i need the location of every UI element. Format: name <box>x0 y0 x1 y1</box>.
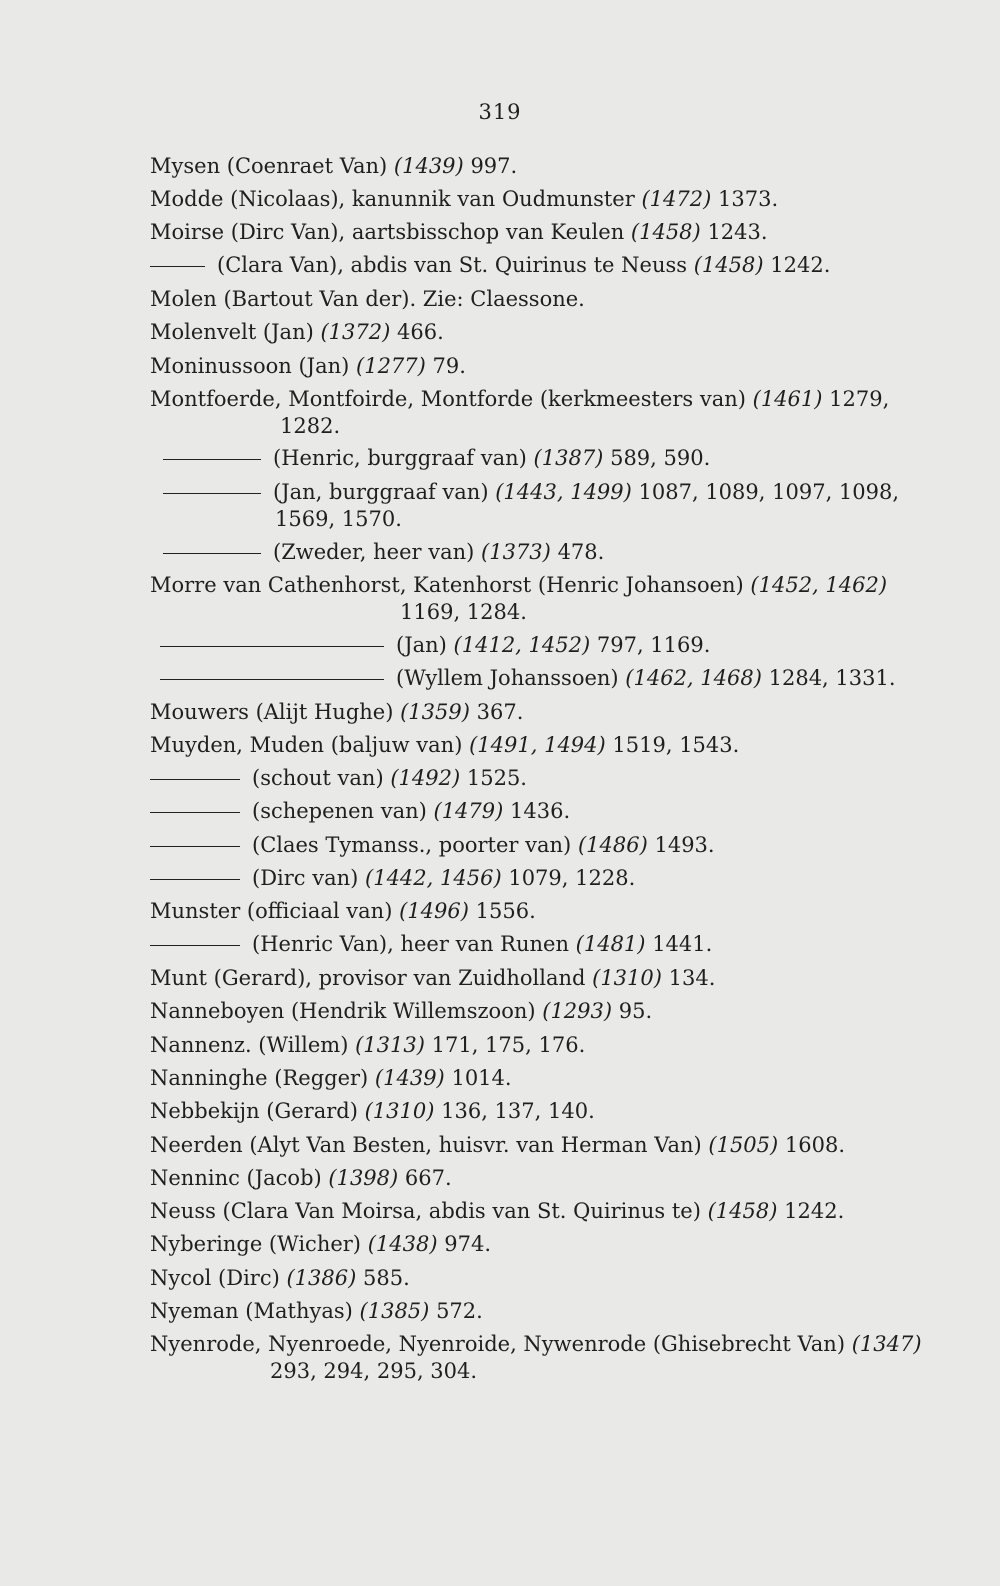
index-entry <box>163 446 710 470</box>
entry-refs: 1242. <box>770 253 831 277</box>
index-entry <box>150 899 536 923</box>
entry-refs: 478. <box>557 540 605 564</box>
ditto-rule <box>160 679 384 680</box>
entry-refs: 1493. <box>654 833 715 857</box>
entry-text: Neerden (Alyt Van Besten, huisvr. van Herman Van) <box>150 1133 702 1157</box>
entry-text: 1569, 1570. <box>275 507 402 531</box>
index-entry <box>163 540 604 564</box>
entry-year: (1458) <box>693 253 764 277</box>
entry-year: (1496) <box>399 899 469 923</box>
entry-text: Nenninc (Jacob) <box>150 1166 322 1190</box>
entry-text: Nyeman (Mathyas) <box>150 1299 353 1323</box>
entry-year: (1442, 1456) <box>365 866 502 890</box>
index-entry <box>150 287 585 311</box>
index-entry <box>150 1033 585 1057</box>
index-entry-continuation <box>270 1359 477 1383</box>
entry-refs: 585. <box>363 1266 410 1290</box>
entry-text: 1169, 1284. <box>400 600 527 624</box>
entry-text: Montfoerde, Montfoirde, Montforde (kerkmeesters van) <box>150 387 746 411</box>
entry-year: (1373) <box>481 540 551 564</box>
entry-refs: 1436. <box>510 799 571 823</box>
entry-refs: 1441. <box>652 932 713 956</box>
index-entry <box>150 187 778 211</box>
ditto-rule <box>163 493 261 494</box>
index-entry <box>150 733 739 757</box>
entry-text: Moninussoon (Jan) <box>150 354 350 378</box>
entry-text: (Zweder, heer van) <box>273 540 475 564</box>
entry-refs: 1087, 1089, 1097, 1098, <box>638 480 900 504</box>
entry-year: (1313) <box>355 1033 425 1057</box>
ditto-rule <box>150 779 240 780</box>
entry-text: Moirse (Dirc Van), aartsbisschop van Keulen <box>150 220 625 244</box>
index-entry <box>150 966 715 990</box>
entry-refs: 1608. <box>784 1133 846 1157</box>
entry-year: (1472) <box>641 187 712 211</box>
ditto-rule <box>150 945 240 946</box>
entry-refs: 1525. <box>466 766 527 790</box>
index-entry <box>150 154 517 178</box>
index-entry <box>150 1299 483 1323</box>
entry-refs: 1014. <box>451 1066 512 1090</box>
index-entry <box>150 1099 595 1123</box>
index-entry <box>150 799 570 823</box>
ditto-rule <box>150 812 240 813</box>
index-entry <box>150 700 523 724</box>
entry-text: Mysen (Coenraet Van) <box>150 154 388 178</box>
entry-text: 1282. <box>280 414 341 438</box>
index-entry <box>150 354 466 378</box>
entry-refs: 134. <box>668 966 716 990</box>
index-entry <box>150 999 652 1023</box>
entry-text: (schepenen van) <box>252 799 427 823</box>
page-number: 319 <box>478 100 522 124</box>
entry-text: Neuss (Clara Van Moirsa, abdis van St. Quirinus te) <box>150 1199 701 1223</box>
entry-year: (1461) <box>752 387 823 411</box>
entry-refs: 171, 175, 176. <box>431 1033 586 1057</box>
entry-year: (1481) <box>575 932 646 956</box>
entry-text: Nyenrode, Nyenroede, Nyenroide, Nywenrode (Ghisebrecht Van) <box>150 1332 846 1356</box>
index-entry <box>150 833 715 857</box>
entry-text: (Jan, burggraaf van) <box>273 480 489 504</box>
entry-year: (1347) <box>851 1332 922 1356</box>
index-entry <box>150 1332 922 1356</box>
entry-refs: 1556. <box>475 899 536 923</box>
index-entry <box>150 1066 512 1090</box>
entry-text: Nebbekijn (Gerard) <box>150 1099 358 1123</box>
entry-year: (1293) <box>542 999 613 1023</box>
entry-text: Molen (Bartout Van der). Zie: Claessone. <box>150 287 585 311</box>
index-entry <box>150 1232 491 1256</box>
entry-year: (1458) <box>707 1199 778 1223</box>
entry-year: (1386) <box>286 1266 357 1290</box>
entry-year: (1310) <box>592 966 662 990</box>
entry-year: (1385) <box>359 1299 430 1323</box>
entry-text: (Jan) <box>396 633 447 657</box>
entry-year: (1479) <box>433 799 504 823</box>
entry-year: (1486) <box>577 833 648 857</box>
index-entry <box>150 1266 410 1290</box>
entry-refs: 1242. <box>784 1199 845 1223</box>
ditto-rule <box>160 646 384 647</box>
entry-refs: 572. <box>436 1299 483 1323</box>
index-entry <box>150 387 889 411</box>
entry-year: (1439) <box>393 154 464 178</box>
index-entry-continuation <box>275 507 402 531</box>
index-entry <box>160 633 710 657</box>
entry-refs: 667. <box>404 1166 452 1190</box>
entry-text: (Wyllem Johanssoen) <box>396 666 619 690</box>
entry-text: Munt (Gerard), provisor van Zuidholland <box>150 966 586 990</box>
entry-text: 293, 294, 295, 304. <box>270 1359 478 1383</box>
entry-refs: 589, 590. <box>610 446 711 470</box>
entry-year: (1505) <box>708 1133 779 1157</box>
entry-year: (1372) <box>320 320 391 344</box>
entry-refs: 466. <box>397 320 444 344</box>
entry-text: Muyden, Muden (baljuw van) <box>150 733 463 757</box>
entry-refs: 367. <box>476 700 524 724</box>
entry-text: Nyberinge (Wicher) <box>150 1232 362 1256</box>
ditto-rule <box>163 459 261 460</box>
index-entry <box>150 1133 845 1157</box>
entry-text: Nannenz. (Willem) <box>150 1033 349 1057</box>
entry-year: (1443, 1499) <box>495 480 632 504</box>
entry-refs: 95. <box>618 999 653 1023</box>
index-entry <box>150 766 527 790</box>
entry-text: Morre van Cathenhorst, Katenhorst (Henric Johansoen) <box>150 573 744 597</box>
entry-refs: 1284, 1331. <box>768 666 896 690</box>
entry-year: (1458) <box>630 220 701 244</box>
entry-refs: 1519, 1543. <box>612 733 740 757</box>
index-entry <box>150 253 830 277</box>
entry-year: (1452, 1462) <box>750 573 888 597</box>
entry-year: (1359) <box>400 700 470 724</box>
entry-year: (1439) <box>374 1066 445 1090</box>
entry-text: (Henric Van), heer van Runen <box>252 932 569 956</box>
entry-year: (1492) <box>390 766 461 790</box>
ditto-rule <box>150 879 240 880</box>
entry-text: Molenvelt (Jan) <box>150 320 314 344</box>
entry-text: Nanninghe (Regger) <box>150 1066 369 1090</box>
entry-year: (1277) <box>356 354 426 378</box>
entry-refs: 1079, 1228. <box>508 866 636 890</box>
ditto-rule <box>150 266 205 267</box>
entry-refs: 1243. <box>707 220 768 244</box>
index-entry <box>150 573 887 597</box>
entry-refs: 79. <box>432 354 466 378</box>
entry-year: (1438) <box>367 1232 438 1256</box>
index-entry <box>150 1199 844 1223</box>
ditto-rule <box>163 553 261 554</box>
entry-year: (1310) <box>364 1099 435 1123</box>
index-entry <box>150 866 635 890</box>
entry-text: (Clara Van), abdis van St. Quirinus te Neuss <box>217 253 688 277</box>
entry-text: Mouwers (Alijt Hughe) <box>150 700 394 724</box>
entry-refs: 974. <box>444 1232 491 1256</box>
entry-text: (Claes Tymanss., poorter van) <box>252 833 572 857</box>
entry-refs: 997. <box>470 154 518 178</box>
entry-refs: 1373. <box>718 187 779 211</box>
entry-refs: 136, 137, 140. <box>441 1099 595 1123</box>
index-entry-continuation <box>280 414 340 438</box>
index-entry <box>150 932 712 956</box>
index-entry-continuation <box>400 600 527 624</box>
entry-text: (Henric, burggraaf van) <box>273 446 527 470</box>
entry-year: (1491, 1494) <box>469 733 606 757</box>
entry-text: Munster (officiaal van) <box>150 899 393 923</box>
index-entry <box>150 220 768 244</box>
entry-year: (1412, 1452) <box>453 633 591 657</box>
entry-text: Nanneboyen (Hendrik Willemszoon) <box>150 999 536 1023</box>
entry-text: Modde (Nicolaas), kanunnik van Oudmunster <box>150 187 635 211</box>
index-entry <box>150 320 444 344</box>
entry-text: Nycol (Dirc) <box>150 1266 280 1290</box>
entry-text: (Dirc van) <box>252 866 359 890</box>
index-entry <box>150 1166 452 1190</box>
entry-year: (1387) <box>533 446 604 470</box>
entry-refs: 797, 1169. <box>596 633 711 657</box>
index-entry <box>160 666 896 690</box>
ditto-rule <box>150 846 240 847</box>
entry-year: (1398) <box>328 1166 399 1190</box>
entry-year: (1462, 1468) <box>625 666 762 690</box>
entry-refs: 1279, <box>829 387 890 411</box>
entry-text: (schout van) <box>252 766 384 790</box>
index-entry <box>163 480 899 504</box>
